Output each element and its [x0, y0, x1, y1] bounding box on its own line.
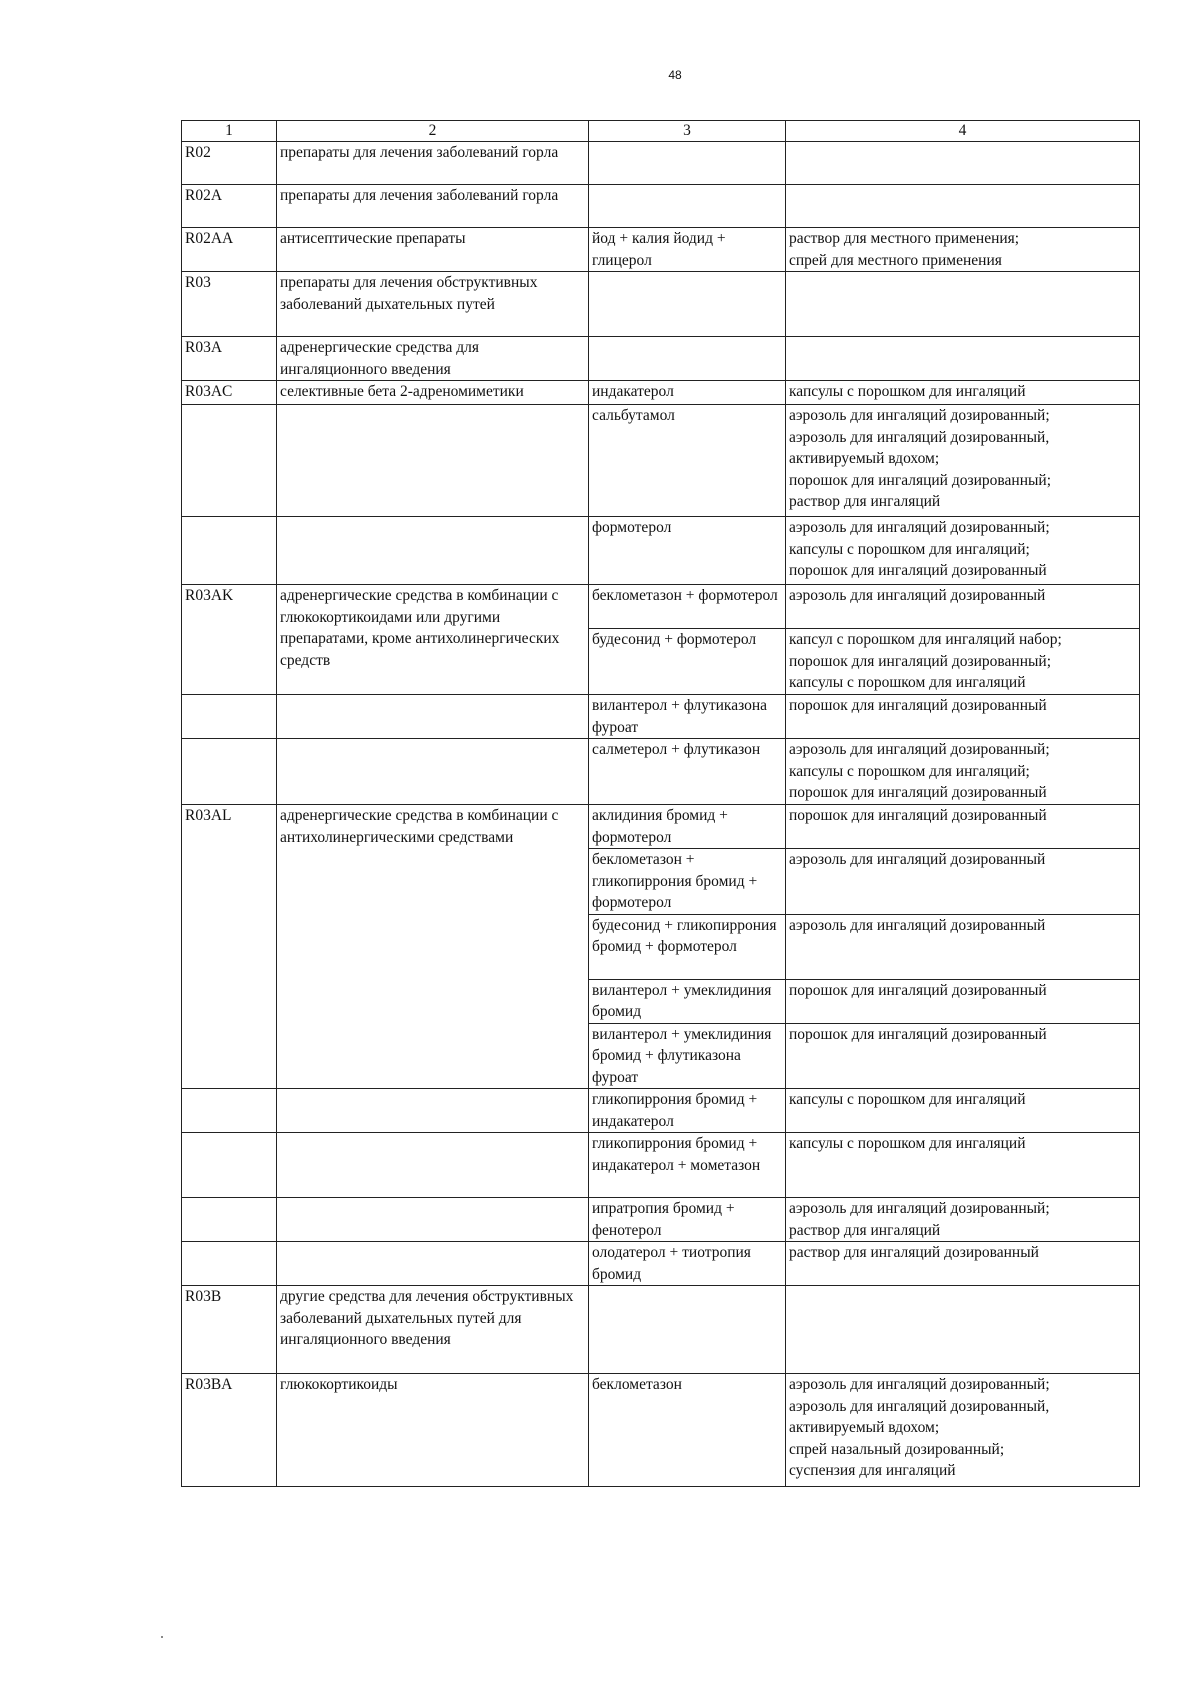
- atc-code-cell: R03: [182, 272, 277, 337]
- table-row: [182, 517, 1140, 585]
- drug-name-cell: будесонид + гликопиррония бромид + формотерол: [589, 914, 786, 979]
- atc-code-cell: [182, 517, 277, 585]
- anatomical-group-cell: [277, 405, 589, 517]
- column-header: 1: [182, 121, 277, 142]
- atc-code-cell: R03AK: [182, 585, 277, 629]
- drug-name-cell: [589, 185, 786, 228]
- table-row: [182, 1242, 1140, 1286]
- anatomical-group-cell: [277, 1242, 589, 1286]
- anatomical-group-cell: препараты для лечения обструктивных заболеваний дыхательных путей: [277, 272, 589, 337]
- atc-code-cell: [182, 629, 277, 695]
- table-row: [182, 185, 1140, 228]
- atc-code-cell: R02AA: [182, 228, 277, 272]
- dosage-form-cell: аэрозоль для ингаляций дозированный: [786, 849, 1140, 915]
- drug-name-cell: аклидиния бромид + формотерол: [589, 805, 786, 849]
- atc-code-cell: R02A: [182, 185, 277, 228]
- anatomical-group-cell: антисептические препараты: [277, 228, 589, 272]
- drug-name-cell: ипратропия бромид + фенотерол: [589, 1198, 786, 1242]
- anatomical-group-cell: [277, 517, 589, 585]
- atc-code-cell: [182, 1089, 277, 1133]
- dosage-form-cell: капсулы с порошком для ингаляций: [786, 381, 1140, 405]
- atc-code-cell: R03AL: [182, 805, 277, 1089]
- table-row: [182, 805, 1140, 849]
- dosage-form-cell: аэрозоль для ингаляций дозированный; аэрозоль для ингаляций дозированный, активируемый вдохом; порошок для ингаляций дозированный; раствор для ингаляций: [786, 405, 1140, 517]
- anatomical-group-cell: [277, 739, 589, 805]
- anatomical-group-cell: препараты для лечения заболеваний горла: [277, 142, 589, 185]
- atc-code-cell: [182, 1198, 277, 1242]
- dosage-form-cell: [786, 337, 1140, 381]
- drug-name-cell: [589, 272, 786, 337]
- table-row: [182, 1374, 1140, 1487]
- dosage-form-cell: порошок для ингаляций дозированный: [786, 695, 1140, 739]
- column-header: 3: [589, 121, 786, 142]
- drug-name-cell: формотерол: [589, 517, 786, 585]
- dosage-form-cell: [786, 142, 1140, 185]
- dosage-form-cell: аэрозоль для ингаляций дозированный; раствор для ингаляций: [786, 1198, 1140, 1242]
- table-row: [182, 695, 1140, 739]
- drug-name-cell: индакатерол: [589, 381, 786, 405]
- atc-code-cell: [182, 405, 277, 517]
- drug-list-table: [181, 120, 1140, 1487]
- dosage-form-cell: порошок для ингаляций дозированный: [786, 805, 1140, 849]
- anatomical-group-cell: глюкокортикоиды: [277, 1374, 589, 1487]
- table-row: [182, 1089, 1140, 1133]
- table-row: [182, 228, 1140, 272]
- atc-code-cell: R03B: [182, 1286, 277, 1374]
- dosage-form-cell: [786, 1286, 1140, 1374]
- atc-code-cell: [182, 1242, 277, 1286]
- dosage-form-cell: капсулы с порошком для ингаляций: [786, 1089, 1140, 1133]
- drug-name-cell: беклометазон + формотерол: [589, 585, 786, 629]
- dosage-form-cell: аэрозоль для ингаляций дозированный; аэрозоль для ингаляций дозированный, активируемый вдохом; спрей назальный дозированный; суспензия для ингаляций: [786, 1374, 1140, 1487]
- atc-code-cell: R03AC: [182, 381, 277, 405]
- drug-name-cell: гликопиррония бромид + индакатерол: [589, 1089, 786, 1133]
- anatomical-group-cell: адренергические средства в комбинации с антихолинергическими средствами: [277, 805, 589, 1089]
- anatomical-group-cell: [277, 1133, 589, 1198]
- table-row: [182, 1133, 1140, 1198]
- table-row: [182, 381, 1140, 405]
- scan-speck: [161, 1636, 163, 1638]
- atc-code-cell: [182, 1133, 277, 1198]
- dosage-form-cell: раствор для ингаляций дозированный: [786, 1242, 1140, 1286]
- drug-name-cell: салметерол + флутиказон: [589, 739, 786, 805]
- drug-name-cell: будесонид + формотерол: [589, 629, 786, 695]
- dosage-form-cell: [786, 185, 1140, 228]
- page-number: 48: [668, 68, 682, 82]
- dosage-form-cell: порошок для ингаляций дозированный: [786, 979, 1140, 1023]
- atc-code-cell: [182, 695, 277, 739]
- dosage-form-cell: аэрозоль для ингаляций дозированный; капсулы с порошком для ингаляций; порошок для ингаляций дозированный: [786, 517, 1140, 585]
- drug-name-cell: гликопиррония бромид + индакатерол + мометазон: [589, 1133, 786, 1198]
- table-row: [182, 585, 1140, 629]
- drug-name-cell: [589, 337, 786, 381]
- dosage-form-cell: капсул с порошком для ингаляций набор; порошок для ингаляций дозированный; капсулы с порошком для ингаляций: [786, 629, 1140, 695]
- atc-code-cell: R03BA: [182, 1374, 277, 1487]
- anatomical-group-cell: [277, 1198, 589, 1242]
- anatomical-group-cell: [277, 695, 589, 739]
- drug-name-cell: [589, 1286, 786, 1374]
- anatomical-group-cell: другие средства для лечения обструктивных заболеваний дыхательных путей для ингаляционного введения: [277, 1286, 589, 1374]
- drug-name-cell: [589, 142, 786, 185]
- dosage-form-cell: капсулы с порошком для ингаляций: [786, 1133, 1140, 1198]
- table-row: [182, 142, 1140, 185]
- atc-code-cell: R03A: [182, 337, 277, 381]
- table-row: [182, 1286, 1140, 1374]
- drug-name-cell: сальбутамол: [589, 405, 786, 517]
- column-header: 2: [277, 121, 589, 142]
- drug-name-cell: беклометазон + гликопиррония бромид + формотерол: [589, 849, 786, 915]
- dosage-form-cell: аэрозоль для ингаляций дозированный: [786, 585, 1140, 629]
- table-header-row: [182, 121, 1140, 142]
- dosage-form-cell: [786, 272, 1140, 337]
- atc-code-cell: R02: [182, 142, 277, 185]
- table-row: [182, 272, 1140, 337]
- drug-name-cell: олодатерол + тиотропия бромид: [589, 1242, 786, 1286]
- anatomical-group-cell: [277, 1089, 589, 1133]
- table-row: [182, 739, 1140, 805]
- drug-name-cell: вилантерол + флутиказона фуроат: [589, 695, 786, 739]
- atc-code-cell: [182, 739, 277, 805]
- dosage-form-cell: раствор для местного применения; спрей для местного применения: [786, 228, 1140, 272]
- table-row: [182, 405, 1140, 517]
- drug-name-cell: йод + калия йодид + глицерол: [589, 228, 786, 272]
- drug-name-cell: беклометазон: [589, 1374, 786, 1487]
- drug-name-cell: вилантерол + умеклидиния бромид + флутиказона фуроат: [589, 1023, 786, 1089]
- dosage-form-cell: порошок для ингаляций дозированный: [786, 1023, 1140, 1089]
- dosage-form-cell: аэрозоль для ингаляций дозированный; капсулы с порошком для ингаляций; порошок для ингаляций дозированный: [786, 739, 1140, 805]
- anatomical-group-cell: адренергические средства в комбинации с глюкокортикоидами или другими препаратами, кроме антихолинергических средств: [277, 585, 589, 695]
- anatomical-group-cell: адренергические средства для ингаляционного введения: [277, 337, 589, 381]
- anatomical-group-cell: селективные бета 2-адреномиметики: [277, 381, 589, 405]
- anatomical-group-cell: препараты для лечения заболеваний горла: [277, 185, 589, 228]
- drug-name-cell: вилантерол + умеклидиния бромид: [589, 979, 786, 1023]
- table-row: [182, 1198, 1140, 1242]
- table-row: [182, 337, 1140, 381]
- column-header: 4: [786, 121, 1140, 142]
- dosage-form-cell: аэрозоль для ингаляций дозированный: [786, 914, 1140, 979]
